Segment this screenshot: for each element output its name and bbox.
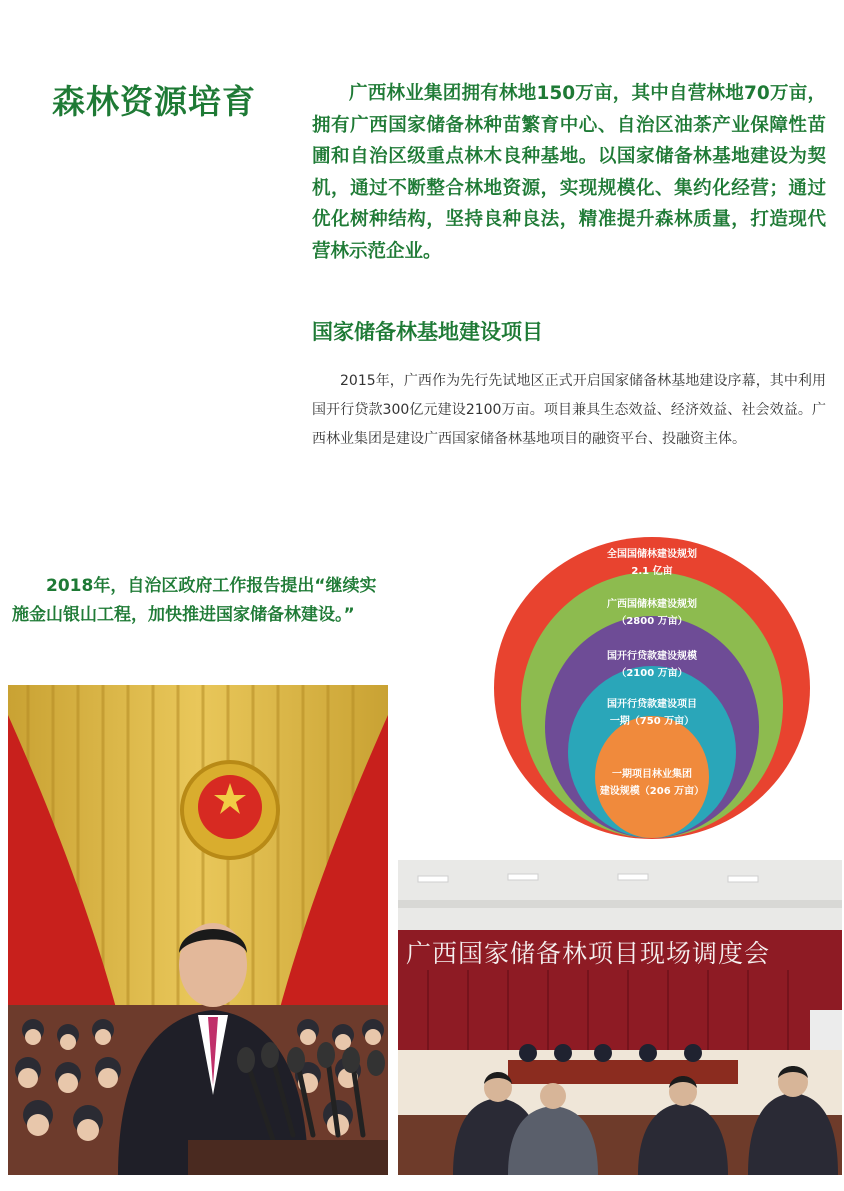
intro-paragraph: 广西林业集团拥有林地150万亩，其中自营林地70万亩，拥有广西国家储备林种苗繁育中心、自治区油茶产业保障性苗圃和自治区级重点林木良种基地。以国家储备林基地建设为契机，通过不断整合林地资源，实现规模化、集约化经营；通过优化树种结构，坚持良种良法，精准提升森林质量，打造现代营林示范企业。 bbox=[312, 83, 826, 262]
ring-label-4-line-1: 国开行贷款建设项目 bbox=[607, 699, 697, 710]
meeting-photo bbox=[398, 860, 842, 1175]
policy-quote: 2018年，自治区政府工作报告提出“继续实施金山银山工程，加快推进国家储备林建设。” bbox=[12, 576, 377, 625]
ring-label-2-line-2: （2800 万亩） bbox=[616, 616, 688, 627]
ring-label-2-line-1: 广西国储林建设规划 bbox=[607, 599, 697, 610]
section-title: 森林资源培育 bbox=[52, 82, 256, 121]
ring-label-3-line-1: 国开行贷款建设规模 bbox=[607, 651, 697, 662]
ring-label-5-line-2: 建设规模（206 万亩） bbox=[599, 786, 705, 797]
ring-label-3-line-2: （2100 万亩） bbox=[616, 668, 688, 679]
meeting-banner-text: 广西国家储备林项目现场调度会 bbox=[406, 939, 771, 968]
ring-label-1-line-1: 全国国储林建设规划 bbox=[607, 549, 697, 560]
ring-label-2 bbox=[572, 596, 732, 630]
project-heading: 国家储备林基地建设项目 bbox=[312, 320, 543, 344]
ring-label-5 bbox=[572, 766, 732, 800]
meeting-scene-illustration bbox=[398, 860, 842, 1175]
ring-label-4 bbox=[572, 696, 732, 730]
nested-circle-diagram bbox=[493, 536, 811, 840]
ring-label-3 bbox=[572, 648, 732, 682]
ring-label-1 bbox=[572, 546, 732, 580]
congress-speech-photo bbox=[8, 685, 388, 1175]
ring-label-1-line-2: 2.1 亿亩 bbox=[631, 566, 673, 577]
ring-label-4-line-2: 一期（750 万亩） bbox=[609, 716, 695, 727]
project-paragraph: 2015年，广西作为先行先试地区正式开启国家储备林基地建设序幕，其中利用国开行贷款300亿元建设2100万亩。项目兼具生态效益、经济效益、社会效益。广西林业集团是建设广西国家储备林基地项目的融资平台、投融资主体。 bbox=[312, 373, 826, 447]
congress-scene-illustration bbox=[8, 685, 388, 1175]
ring-label-5-line-1: 一期项目林业集团 bbox=[612, 769, 692, 780]
